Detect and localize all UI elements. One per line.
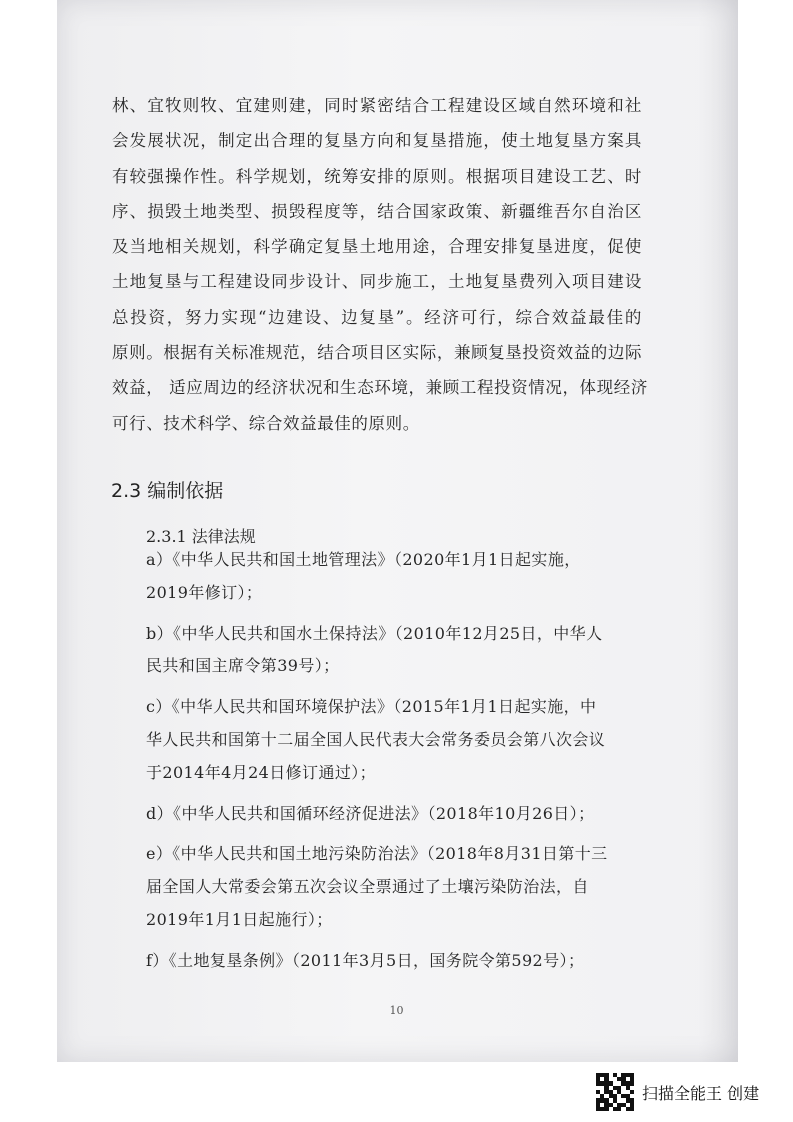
regulation-list xyxy=(146,544,616,986)
list-item xyxy=(146,691,616,789)
paragraph-line: 土地复垦与工程建设同步设计、同步施工，土地复垦费列入项目建设 xyxy=(112,272,642,292)
paragraph-line: 原则。根据有关标准规范，结合项目区实际，兼顾复垦投资效益的边际 xyxy=(112,343,643,363)
body-paragraph xyxy=(112,88,648,441)
list-item xyxy=(146,798,616,831)
page-number: 10 xyxy=(389,1004,404,1017)
list-item-line: 届全国人大常委会第五次会议全票通过了土壤污染防治法，自 xyxy=(146,877,589,897)
qr-code-icon xyxy=(596,1073,634,1111)
list-item-line: 2019年1月1日起施行）； xyxy=(146,909,333,929)
paragraph-line: 序、损毁土地类型、损毁程度等，结合国家政策、新疆维吾尔自治区 xyxy=(112,201,642,221)
paragraph-line: 效益， 适应周边的经济状况和生态环境，兼顾工程投资情况，体现经济 xyxy=(112,378,648,398)
paragraph-line: 可行、技术科学、综合效益最佳的原则。 xyxy=(112,413,420,433)
paragraph-line: 总投资，努力实现“边建设、边复垦”。经济可行，综合效益最佳的 xyxy=(112,307,642,327)
list-item-line: e）《中华人民共和国土地污染防治法》（2018年8月31日第十三 xyxy=(146,844,608,864)
list-item-line: 华人民共和国第十二届全国人民代表大会常务委员会第八次会议 xyxy=(146,729,606,749)
list-item-line: a）《中华人民共和国土地管理法》（2020年1月1日起实施， xyxy=(146,550,581,569)
paragraph-line: 及当地相关规划，科学确定复垦土地用途，合理安排复垦进度，促使 xyxy=(112,237,642,257)
list-item xyxy=(146,544,616,610)
section-heading: 2.3 编制依据 xyxy=(111,480,224,502)
watermark-text: 扫描全能王 创建 xyxy=(642,1083,760,1103)
paragraph-line: 林、宜牧则牧、宜建则建，同时紧密结合工程建设区域自然环境和社 xyxy=(112,96,642,115)
list-item xyxy=(146,838,616,936)
subsection-heading: 2.3.1 法律法规 xyxy=(146,527,256,546)
list-item xyxy=(146,618,616,684)
list-item-line: b）《中华人民共和国水土保持法》（2010年12月25日，中华人 xyxy=(146,623,603,643)
scanner-watermark xyxy=(596,1072,759,1112)
list-item-line: 于2014年4月24日修订通过）； xyxy=(146,762,377,782)
paragraph-line: 有较强操作性。科学规划，统筹安排的原则。根据项目建设工艺、时 xyxy=(112,166,642,186)
paragraph-line: 会发展状况，制定出合理的复垦方向和复垦措施，使土地复垦方案具 xyxy=(112,131,642,151)
list-item-line: c）《中华人民共和国环境保护法》（2015年1月1日起实施，中 xyxy=(146,697,597,717)
list-item-line: 2019年修订）； xyxy=(146,582,263,602)
list-item xyxy=(146,945,616,978)
list-item-line: 民共和国主席令第39号）； xyxy=(146,656,340,676)
list-item-line: d）《中华人民共和国循环经济促进法》（2018年10月26日）； xyxy=(146,803,595,823)
list-item-line: f）《土地复垦条例》（2011年3月5日，国务院令第592号）； xyxy=(146,950,585,970)
